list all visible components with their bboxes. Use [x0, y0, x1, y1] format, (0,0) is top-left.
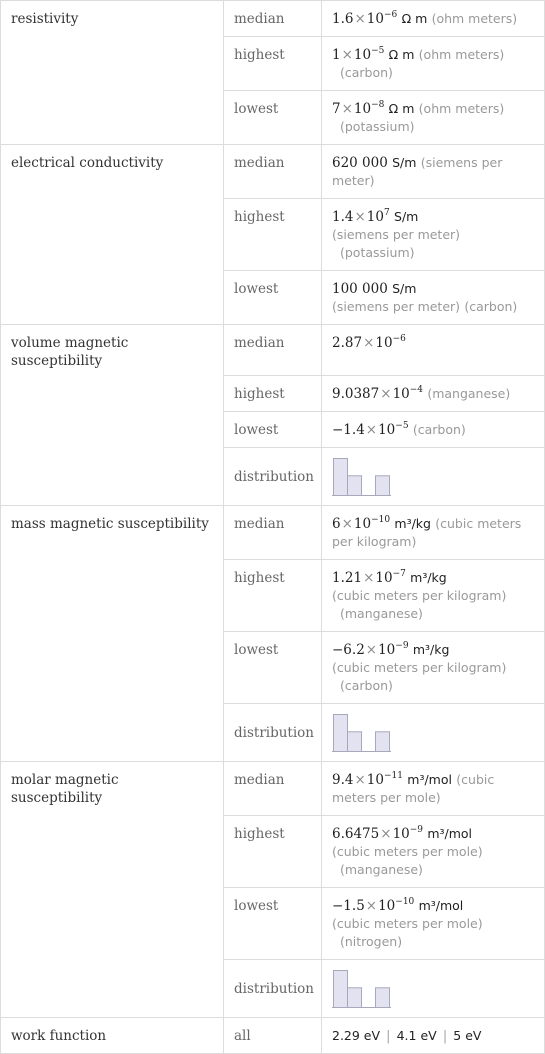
value-cell: 620 000 S/m (siemens per meter): [322, 145, 545, 199]
sub-label: highest: [224, 199, 322, 271]
value-cell: $1.21\times 10^{-7}$ m³/kg (cubic meters per kilogram) (manganese): [322, 560, 545, 632]
property-label: resistivity: [1, 1, 224, 145]
property-label: volume magnetic susceptibility: [1, 325, 224, 506]
histogram-bar: [376, 988, 390, 1008]
histogram-bar: [376, 732, 390, 752]
value-cell: $1.6\times 10^{-6}$ Ω m (ohm meters): [322, 1, 545, 37]
value-cell: $7\times 10^{-8}$ Ω m (ohm meters) (potassium): [322, 91, 545, 145]
value-cell: $6\times 10^{-10}$ m³/kg (cubic meters per kilogram): [322, 506, 545, 560]
sub-label: distribution: [224, 448, 322, 506]
property-label: electrical conductivity: [1, 145, 224, 325]
property-label: work function: [1, 1018, 224, 1054]
sub-label: median: [224, 506, 322, 560]
value-cell: $1\times 10^{-5}$ Ω m (ohm meters) (carbon): [322, 37, 545, 91]
histogram-bar: [334, 971, 348, 1008]
value-cell: $9.0387\times 10^{-4}$ (manganese): [322, 376, 545, 412]
distribution-histogram: [332, 457, 402, 497]
value-cell: [322, 960, 545, 1018]
property-label: molar magnetic susceptibility: [1, 762, 224, 1018]
histogram-bar: [334, 459, 348, 496]
value-cell: $2.87\times 10^{-6}$: [322, 325, 545, 376]
sub-label: lowest: [224, 632, 322, 704]
work-function-value: 5 eV: [453, 1028, 482, 1043]
table-row: [1, 1, 545, 37]
sub-label: lowest: [224, 888, 322, 960]
table-row: [1, 145, 545, 199]
sub-label: all: [224, 1018, 322, 1054]
value-cell: $9.4\times 10^{-11}$ m³/mol (cubic meters per mole): [322, 762, 545, 816]
sub-label: highest: [224, 816, 322, 888]
table-row: [1, 762, 545, 816]
sub-label: lowest: [224, 271, 322, 325]
sub-label: median: [224, 145, 322, 199]
value-cell: $1.4\times 10^7$ S/m (siemens per meter) (potassium): [322, 199, 545, 271]
value-cell: 100 000 S/m (siemens per meter) (carbon): [322, 271, 545, 325]
value-cell: $6.6475\times 10^{-9}$ m³/mol (cubic meters per mole) (manganese): [322, 816, 545, 888]
sub-label: median: [224, 1, 322, 37]
histogram-bar: [348, 732, 362, 752]
value-cell: [322, 448, 545, 506]
sub-label: lowest: [224, 91, 322, 145]
value-cell: $-1.4\times 10^{-5}$ (carbon): [322, 412, 545, 448]
table-row: [1, 325, 545, 376]
sub-label: lowest: [224, 412, 322, 448]
sub-label: highest: [224, 376, 322, 412]
sub-label: median: [224, 762, 322, 816]
value-cell: $-6.2\times 10^{-9}$ m³/kg (cubic meters per kilogram) (carbon): [322, 632, 545, 704]
sub-label: distribution: [224, 960, 322, 1018]
value-cell: 2.29 eV | 4.1 eV | 5 eV: [322, 1018, 545, 1054]
value-cell: $-1.5\times 10^{-10}$ m³/mol (cubic meters per mole) (nitrogen): [322, 888, 545, 960]
sub-label: highest: [224, 37, 322, 91]
histogram-bar: [376, 476, 390, 496]
distribution-histogram: [332, 713, 402, 753]
sub-label: highest: [224, 560, 322, 632]
histogram-bar: [334, 715, 348, 752]
property-label: mass magnetic susceptibility: [1, 506, 224, 762]
sub-label: distribution: [224, 704, 322, 762]
work-function-value: 4.1 eV: [396, 1028, 437, 1043]
sub-label: median: [224, 325, 322, 376]
distribution-histogram: [332, 969, 402, 1009]
table-row: [1, 1018, 545, 1054]
work-function-value: 2.29 eV: [332, 1028, 381, 1043]
histogram-bar: [348, 476, 362, 496]
value-cell: [322, 704, 545, 762]
table-row: [1, 506, 545, 560]
histogram-bar: [348, 988, 362, 1008]
